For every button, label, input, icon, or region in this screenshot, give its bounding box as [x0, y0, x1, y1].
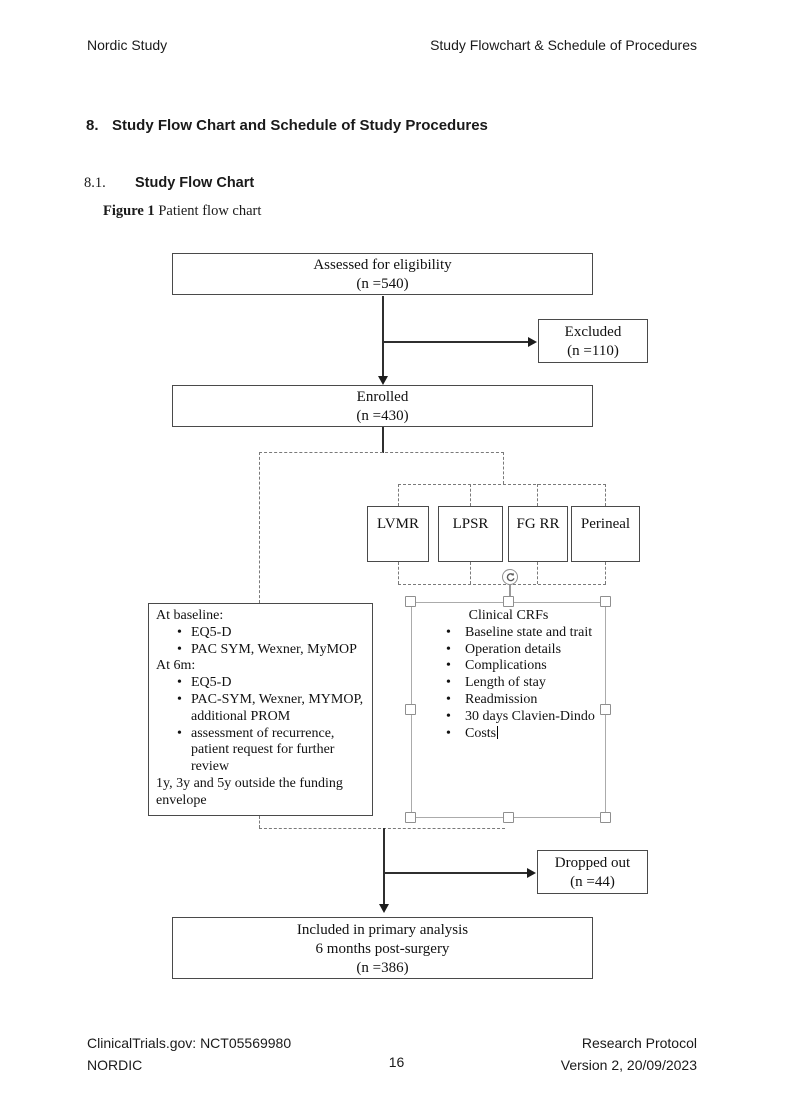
clinical-crf-textbox[interactable]	[411, 602, 606, 818]
selection-handle-bottom-left[interactable]	[405, 812, 416, 823]
rotate-handle-icon[interactable]	[502, 569, 518, 585]
selection-handle-mid-right[interactable]	[600, 704, 611, 715]
crf-bullet-item: • Baseline state and trait	[446, 624, 593, 640]
rotate-arrow-icon	[505, 572, 516, 583]
prom-bullet-item: • assessment of recurrence,	[156, 726, 368, 743]
prom-bullet-item: • EQ5-D	[156, 675, 368, 692]
dashed-arm-bus-top	[398, 484, 606, 485]
bullet-icon: •	[177, 624, 182, 640]
excluded-box[interactable]: Excluded (n =110)	[538, 319, 648, 363]
dashed-drop-left-box	[259, 452, 260, 603]
bullet-icon: •	[446, 624, 451, 640]
crf-bullet-item: • Length of stay	[446, 675, 546, 691]
perineal-box[interactable]: Perineal	[571, 506, 640, 562]
bullet-icon: •	[177, 691, 182, 707]
bullet-icon: •	[446, 675, 451, 691]
dashed-out-lpsr	[470, 562, 471, 584]
clinical-crf-title: Clinical CRFs	[468, 608, 549, 623]
connector-enrolled-stub	[382, 427, 384, 453]
assessed-for-eligibility-box[interactable]: Assessed for eligibility (n =540)	[172, 253, 593, 295]
dashed-out-fgrr	[537, 562, 538, 584]
text-cursor	[497, 726, 498, 739]
selection-handle-mid-left[interactable]	[405, 704, 416, 715]
crf-bullet-item: • Operation details	[446, 641, 562, 657]
bullet-icon: •	[446, 641, 451, 657]
prom-line: envelope	[156, 792, 207, 808]
fg-rr-box[interactable]: FG RR	[508, 506, 568, 562]
header-right-text: Study Flowchart & Schedule of Procedures	[430, 37, 697, 53]
baseline-prom-box[interactable]	[148, 603, 373, 816]
bullet-icon: •	[446, 708, 451, 724]
figure-caption-text: Patient flow chart	[154, 203, 262, 219]
bullet-icon: •	[446, 658, 451, 674]
dashed-out-perineal	[605, 562, 606, 584]
figure-caption-label: Figure 1	[103, 203, 155, 219]
included-analysis-box[interactable]: Included in primary analysis 6 months post-surgery (n =386)	[172, 917, 593, 979]
prom-line: At baseline:	[156, 608, 224, 623]
selection-handle-top-center[interactable]	[503, 596, 514, 607]
arrowhead-down-icon	[379, 904, 389, 913]
dropped-out-box[interactable]: Dropped out (n =44)	[537, 850, 648, 894]
footer-registry-id: ClinicalTrials.gov: NCT05569980	[87, 1035, 292, 1051]
connector-to-included	[383, 828, 385, 905]
arrowhead-right-icon	[527, 868, 536, 878]
dashed-arm-bus-bottom	[398, 584, 606, 585]
footer-doc-type: Research Protocol	[581, 1035, 697, 1051]
selection-handle-bottom-center[interactable]	[503, 812, 514, 823]
prom-continuation-line: additional PROM	[191, 708, 291, 724]
lpsr-box[interactable]: LPSR	[438, 506, 503, 562]
crf-bullet-item: • Complications	[446, 658, 547, 674]
prom-bullet-item: • PAC-SYM, Wexner, MYMOP,	[156, 692, 368, 709]
footer-study-name: NORDIC	[87, 1057, 143, 1073]
dashed-drop-perineal	[605, 484, 606, 506]
dashed-drop-arm-bus	[503, 452, 504, 484]
page-number: 16	[388, 1054, 405, 1070]
prom-bullet-item: • PAC SYM, Wexner, MyMOP	[156, 642, 368, 659]
crf-bullet-item: • 30 days Clavien-Dindo	[446, 708, 595, 724]
dashed-bus-lower	[259, 828, 505, 829]
connector-to-excluded	[383, 341, 528, 343]
selection-handle-bottom-right[interactable]	[600, 812, 611, 823]
bullet-icon: •	[177, 675, 182, 691]
dashed-drop-lvmr	[398, 484, 399, 506]
subsection-title: Study Flow Chart	[135, 175, 255, 191]
subsection-number: 8.1.	[84, 175, 106, 191]
footer-right	[561, 1032, 697, 1076]
crf-bullet-item: • Readmission	[446, 691, 538, 707]
dashed-out-left-box	[259, 816, 260, 828]
section-number: 8.	[86, 117, 99, 134]
section-title: Study Flow Chart and Schedule of Study Procedures	[112, 117, 488, 134]
dashed-bus-upper	[259, 452, 504, 453]
footer-version: Version 2, 20/09/2023	[560, 1057, 697, 1073]
bullet-icon: •	[446, 725, 451, 741]
dashed-drop-fgrr	[537, 484, 538, 506]
prom-continuation-line: patient request for further	[191, 742, 335, 758]
bullet-icon: •	[177, 641, 182, 657]
dashed-out-lvmr	[398, 562, 399, 584]
selection-handle-top-left[interactable]	[405, 596, 416, 607]
prom-line: At 6m:	[156, 658, 196, 674]
prom-line: 1y, 3y and 5y outside the funding	[156, 775, 343, 791]
prom-bullet-item: • EQ5-D	[156, 625, 368, 642]
bullet-icon: •	[177, 725, 182, 741]
header-left-text: Nordic Study	[87, 37, 168, 53]
arrowhead-down-icon	[378, 376, 388, 385]
connector-assessed-enrolled	[382, 296, 384, 377]
prom-continuation-line: review	[191, 759, 230, 775]
bullet-icon: •	[446, 691, 451, 707]
arrowhead-right-icon	[528, 337, 537, 347]
lvmr-box[interactable]: LVMR	[367, 506, 429, 562]
enrolled-box[interactable]: Enrolled (n =430)	[172, 385, 593, 427]
crf-bullet-item: • Costs	[446, 725, 497, 741]
dashed-drop-lpsr	[470, 484, 471, 506]
selection-handle-top-right[interactable]	[600, 596, 611, 607]
connector-to-dropped	[384, 872, 527, 874]
